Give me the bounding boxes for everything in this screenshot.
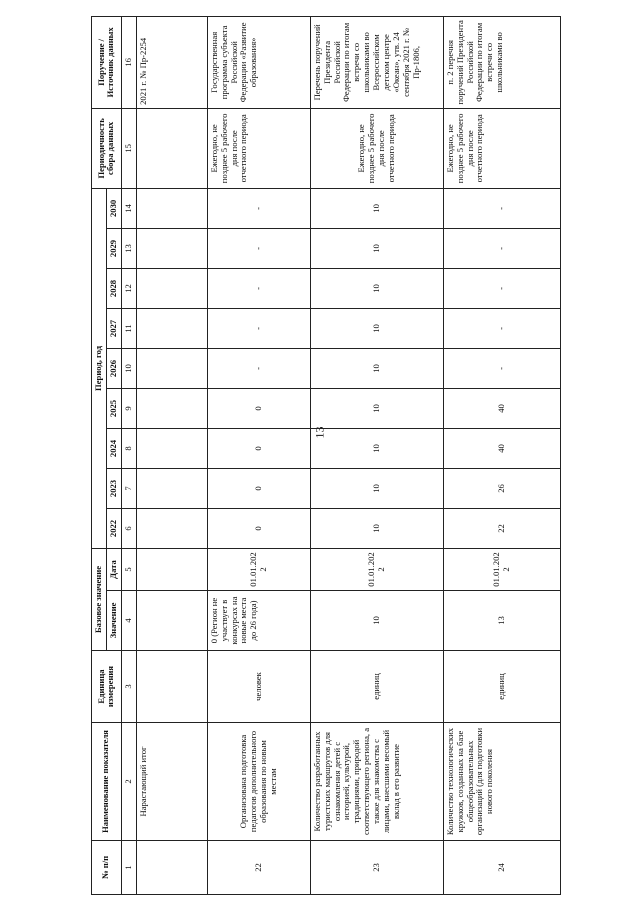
row-value-2027: - bbox=[207, 308, 310, 348]
table-row bbox=[136, 16, 207, 894]
col-number: 13 bbox=[121, 228, 136, 268]
row-num bbox=[136, 841, 207, 895]
row-value-2029 bbox=[136, 228, 207, 268]
row-value-2027: 10 bbox=[310, 308, 443, 348]
header-year-2028: 2028 bbox=[106, 268, 121, 308]
row-name: Количество технологических кружков, созданных на базе общеобразовательных организаций (для подготовки нового поколения bbox=[443, 723, 560, 841]
row-value-2029: - bbox=[207, 228, 310, 268]
row-name: Организована подготовка педагогов дополнительного образования по новым местам bbox=[207, 723, 310, 841]
row-frequency: Ежегодно, не позднее 5 рабочего дня после отчетного периода bbox=[207, 108, 310, 188]
col-number: 3 bbox=[121, 651, 136, 723]
row-value-2028 bbox=[136, 268, 207, 308]
row-value-2028: - bbox=[207, 268, 310, 308]
header-num: № п/п bbox=[92, 841, 122, 895]
row-source: п. 2 перечня поручений Президента Российской Федерации по итогам встречи со школьниками во bbox=[443, 16, 560, 108]
row-num: 23 bbox=[310, 841, 443, 895]
row-unit: человек bbox=[207, 651, 310, 723]
header-year-2027: 2027 bbox=[106, 308, 121, 348]
row-base-value: 0 (Регион не участвует в конкурсах на новые места до 26 года) bbox=[207, 591, 310, 651]
row-base-value: 13 bbox=[443, 591, 560, 651]
row-source: 2021 г. № Пр-2254 bbox=[136, 16, 207, 108]
header-year-2026: 2026 bbox=[106, 348, 121, 388]
row-frequency: Ежегодно, не позднее 5 рабочего дня после отчетного периода bbox=[443, 108, 560, 188]
header-year-2029: 2029 bbox=[106, 228, 121, 268]
header-year-2030: 2030 bbox=[106, 188, 121, 228]
page-number: 13 bbox=[312, 426, 327, 439]
row-unit: единиц bbox=[443, 651, 560, 723]
header-year-2025: 2025 bbox=[106, 388, 121, 428]
row-value-2025: 0 bbox=[207, 388, 310, 428]
row-value-2023: 26 bbox=[443, 468, 560, 508]
header-frequency: Периодичность сбора данных bbox=[92, 108, 122, 188]
col-number: 15 bbox=[121, 108, 136, 188]
row-value-2030 bbox=[136, 188, 207, 228]
col-number: 2 bbox=[121, 723, 136, 841]
table-row bbox=[207, 16, 310, 894]
row-value-2023: 0 bbox=[207, 468, 310, 508]
row-value-2026: - bbox=[207, 348, 310, 388]
col-number: 8 bbox=[121, 428, 136, 468]
col-number: 1 bbox=[121, 841, 136, 895]
col-number: 12 bbox=[121, 268, 136, 308]
row-value-2026 bbox=[136, 348, 207, 388]
header-source: Поручение / Источник данных bbox=[92, 16, 122, 108]
row-value-2030: - bbox=[207, 188, 310, 228]
row-value-2022: 0 bbox=[207, 508, 310, 548]
row-value-2028: - bbox=[443, 268, 560, 308]
row-value-2024 bbox=[136, 428, 207, 468]
row-value-2023: 10 bbox=[310, 468, 443, 508]
row-source: Перечень поручений Президента Российской Федерации по итогам встречи со школьниками во Всероссийском детском центре «Океан», утв. 24 сентября 2021 г. № Пр-1806, bbox=[310, 16, 443, 108]
row-value-2025 bbox=[136, 388, 207, 428]
table-row bbox=[310, 16, 443, 894]
row-value-2029: 10 bbox=[310, 228, 443, 268]
row-num: 24 bbox=[443, 841, 560, 895]
header-year-2024: 2024 bbox=[106, 428, 121, 468]
table-row bbox=[443, 16, 560, 894]
col-number: 11 bbox=[121, 308, 136, 348]
column-number-row bbox=[121, 16, 136, 894]
row-frequency bbox=[136, 108, 207, 188]
row-value-2027 bbox=[136, 308, 207, 348]
row-value-2024: 10 bbox=[310, 428, 443, 468]
header-base-date: Дата bbox=[106, 548, 121, 590]
row-value-2030: - bbox=[443, 188, 560, 228]
row-base-value bbox=[136, 591, 207, 651]
row-value-2026: - bbox=[443, 348, 560, 388]
row-num: 22 bbox=[207, 841, 310, 895]
header-unit: Единица измерения bbox=[92, 651, 122, 723]
header-row-1 bbox=[92, 16, 107, 894]
row-value-2022 bbox=[136, 508, 207, 548]
row-base-date: 01.01.2022 bbox=[443, 548, 560, 590]
col-number: 9 bbox=[121, 388, 136, 428]
col-number: 16 bbox=[121, 16, 136, 108]
row-value-2029: - bbox=[443, 228, 560, 268]
row-base-value: 10 bbox=[310, 591, 443, 651]
row-source: Государственная программа субъекта Российской Федерации «Развитие образования» bbox=[207, 16, 310, 108]
row-value-2025: 10 bbox=[310, 388, 443, 428]
header-year-2022: 2022 bbox=[106, 508, 121, 548]
row-value-2022: 22 bbox=[443, 508, 560, 548]
row-value-2028: 10 bbox=[310, 268, 443, 308]
row-base-date: 01.01.2022 bbox=[207, 548, 310, 590]
table-stage bbox=[91, 17, 606, 895]
row-base-date bbox=[136, 548, 207, 590]
col-number: 10 bbox=[121, 348, 136, 388]
row-name: Количество разработанных туристских маршрутов для ознакомления детей с историей, культурой, традициями, природой соответствующего региона, а также для знакомства с лицами, внесшими весомый вклад в его развитие bbox=[310, 723, 443, 841]
header-base-value: Значение bbox=[106, 591, 121, 651]
col-number: 5 bbox=[121, 548, 136, 590]
col-number: 7 bbox=[121, 468, 136, 508]
indicators-table bbox=[91, 16, 561, 895]
row-value-2027: - bbox=[443, 308, 560, 348]
row-value-2024: 0 bbox=[207, 428, 310, 468]
header-base: Базовое значение bbox=[92, 548, 107, 650]
row-value-2026: 10 bbox=[310, 348, 443, 388]
row-base-date: 01.01.2022 bbox=[310, 548, 443, 590]
row-value-2030: 10 bbox=[310, 188, 443, 228]
header-period: Период, год bbox=[92, 188, 107, 548]
col-number: 4 bbox=[121, 591, 136, 651]
row-value-2025: 40 bbox=[443, 388, 560, 428]
row-value-2022: 10 bbox=[310, 508, 443, 548]
row-value-2024: 40 bbox=[443, 428, 560, 468]
row-frequency: Ежегодно, не позднее 5 рабочего дня после отчетного периода bbox=[310, 108, 443, 188]
row-unit bbox=[136, 651, 207, 723]
header-year-2023: 2023 bbox=[106, 468, 121, 508]
header-name: Наименование показателя bbox=[92, 723, 122, 841]
row-name: Нарастающий итог bbox=[136, 723, 207, 841]
col-number: 6 bbox=[121, 508, 136, 548]
row-value-2023 bbox=[136, 468, 207, 508]
row-unit: единиц bbox=[310, 651, 443, 723]
col-number: 14 bbox=[121, 188, 136, 228]
rotated-table-container bbox=[91, 17, 606, 895]
